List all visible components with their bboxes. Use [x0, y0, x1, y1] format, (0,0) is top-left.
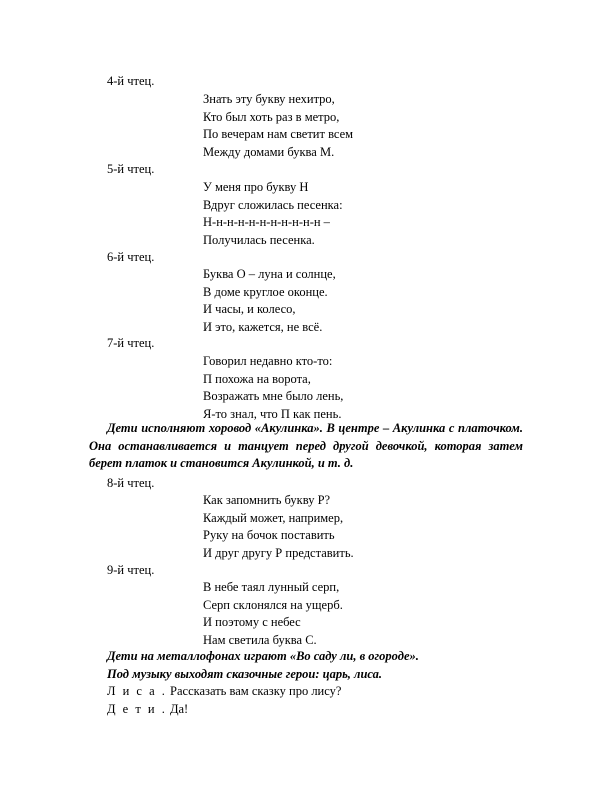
verse-4 — [203, 91, 353, 161]
speaker-kids: Д е т и . — [107, 702, 167, 716]
reader-5-label: 5-й чтец. — [107, 162, 155, 176]
verse-line: Буква О – луна и солнце, — [203, 267, 336, 281]
verse-line: Н-н-н-н-н-н-н-н-н-н-н – — [203, 215, 330, 230]
verse-line: Кто был хоть раз в метро, — [203, 109, 340, 124]
verse-line: Я-то знал, что П как пень. — [203, 406, 342, 421]
verse-line: Возражать мне было лень, — [203, 389, 344, 404]
kids-line: Да! — [166, 702, 189, 716]
verse-line: И друг другу Р представить. — [203, 545, 354, 560]
dialogue-kids — [107, 701, 188, 719]
verse-7 — [203, 353, 343, 423]
reader-7-label: 7-й чтец. — [107, 336, 155, 350]
verse-line: Как запомнить букву Р? — [203, 493, 331, 507]
verse-line: Руку на бочок поставить — [203, 528, 335, 543]
verse-line: В доме круглое оконце. — [203, 284, 328, 299]
verse-line: Серп склонялся на ущерб. — [203, 597, 343, 612]
verse-line: И часы, и колесо, — [203, 302, 296, 317]
verse-line: И это, кажется, не всё. — [203, 319, 323, 334]
stage-direction-heroes: Под музыку выходят сказочные герои: царь, лиса. — [107, 667, 382, 681]
verse-line: У меня про букву Н — [203, 180, 309, 194]
verse-line: П похожа на ворота, — [203, 371, 311, 386]
fox-line: Рассказать вам сказку про лису? — [166, 684, 342, 698]
verse-line: Говорил недавно кто-то: — [203, 354, 333, 368]
verse-9 — [203, 579, 343, 649]
stage-direction-khorovod: Дети исполняют хоровод «Акулинка». В центре – Акулинка с платочком. Она останавливается и танцует перед другой девочкой, которая затем берет платок и становится Акулинкой, и т. д. — [89, 421, 523, 471]
speaker-fox: Л и с а . — [107, 684, 167, 698]
verse-line: Вдруг сложилась песенка: — [203, 197, 343, 212]
reader-6-label: 6-й чтец. — [107, 250, 155, 264]
verse-5 — [203, 179, 343, 249]
reader-8-label: 8-й чтец. — [107, 476, 155, 490]
verse-line: Нам светила буква С. — [203, 632, 317, 647]
verse-line: В небе таял лунный серп, — [203, 580, 340, 594]
reader-4-label: 4-й чтец. — [107, 74, 155, 88]
dialogue-fox — [107, 683, 341, 701]
verse-line: По вечерам нам светит всем — [203, 127, 354, 142]
verse-line: И поэтому с небес — [203, 615, 301, 630]
verse-line: Получилась песенка. — [203, 232, 315, 247]
verse-line: Между домами буква М. — [203, 144, 335, 159]
verse-line: Знать эту букву нехитро, — [203, 92, 335, 106]
reader-9-label: 9-й чтец. — [107, 563, 155, 577]
verse-6 — [203, 266, 336, 336]
verse-8 — [203, 492, 354, 562]
verse-line: Каждый может, например, — [203, 510, 344, 525]
stage-direction-metallophones: Дети на металлофонах играют «Во саду ли, в огороде». — [107, 649, 419, 663]
